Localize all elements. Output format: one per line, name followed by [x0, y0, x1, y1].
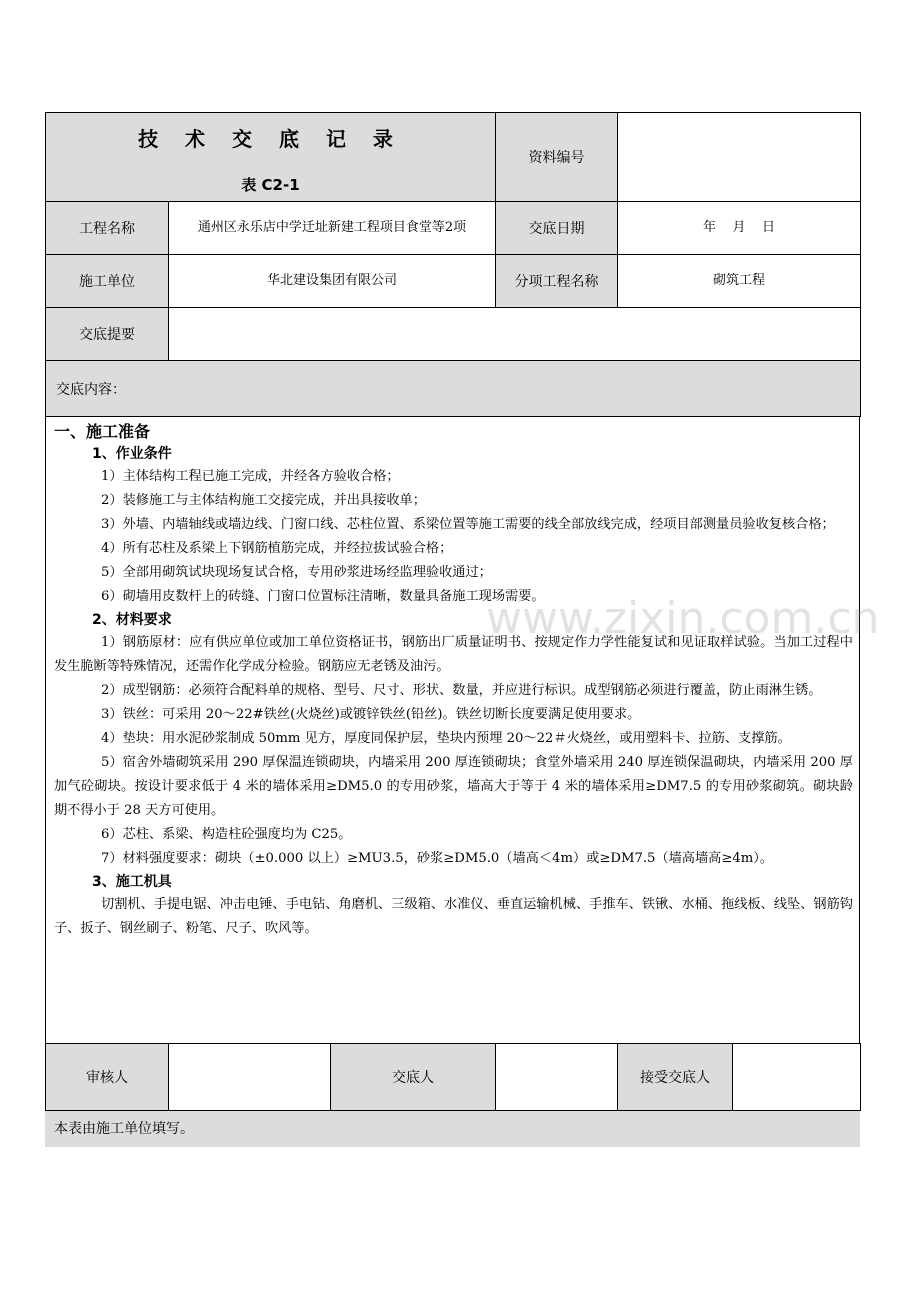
footer-note: 本表由施工单位填写。 — [45, 1111, 860, 1147]
summary-value[interactable] — [169, 308, 861, 361]
paragraph: 4）所有芯柱及系梁上下钢筋植筋完成，并经拉拔试验合格； — [101, 541, 453, 556]
paragraph: 切割机、手提电锯、冲击电锤、手电钻、角磨机、三级箱、水准仪、垂直运输机械、手推车、铁锹、水桶、拖线板、线坠、钢筋钩子、扳子、钢丝刷子、粉笔、尺子、吹风等。 — [54, 897, 853, 936]
subsection-heading: 1、作业条件 — [92, 446, 172, 462]
contractor-label: 施工单位 — [46, 255, 169, 308]
presenter-label: 交底人 — [331, 1044, 496, 1111]
paragraph: 1）钢筋原材：应有供应单位或加工单位资格证书，钢筋出厂质量证明书、按规定作力学性能复试和见证取样试验。当加工过程中发生脆断等特殊情况，还需作化学成分检验。钢筋应无老锈及油污。 — [54, 635, 853, 674]
paragraph: 2）装修施工与主体结构施工交接完成，并出具接收单； — [101, 493, 426, 508]
paragraph: 3）铁丝：可采用 20～22#铁丝(火烧丝)或镀锌铁丝(铅丝)。铁丝切断长度要满足使用要求。 — [101, 707, 641, 722]
paragraph: 2）成型钢筋：必须符合配料单的规格、型号、尺寸、形状、数量，并应进行标识。成型钢筋必须进行覆盖，防止雨淋生锈。 — [101, 683, 822, 698]
project-name-value[interactable]: 通州区永乐店中学迁址新建工程项目食堂等2项 — [169, 202, 496, 255]
sub-project-label: 分项工程名称 — [496, 255, 618, 308]
signoff-table — [45, 1043, 861, 1111]
date-value[interactable]: 年 月 日 — [618, 202, 861, 255]
form-header-table — [45, 112, 861, 417]
paragraph: 7）材料强度要求：砌块（±0.000 以上）≥MU3.5，砂浆≥DM5.0（墙高＜4m）或≥DM7.5（墙高墙高≥4m）。 — [101, 851, 774, 866]
reviewer-value[interactable] — [169, 1044, 331, 1111]
content-label: 交底内容： — [46, 361, 861, 417]
record-form — [45, 112, 880, 1147]
content-body — [45, 417, 880, 1043]
doc-no-label: 资料编号 — [496, 113, 618, 202]
paragraph: 6）砌墙用皮数杆上的砖缝、门窗口位置标注清晰，数量具备施工现场需要。 — [101, 589, 545, 604]
date-label: 交底日期 — [496, 202, 618, 255]
presenter-value[interactable] — [496, 1044, 618, 1111]
receiver-label: 接受交底人 — [618, 1044, 733, 1111]
paragraph: 5）宿舍外墙砌筑采用 290 厚保温连锁砌块，内墙采用 200 厚连锁砌块；食堂外墙采用 240 厚连锁保温砌块，内墙采用 200 厚加气砼砌块。按设计要求低于 4 米的墙体采用≥DM5.0 的专用砂浆，墙高大于等于 4 米的墙体采用≥DM7.5 的专用砂浆砌筑。砌块龄期不得小于 28 天方可使用。 — [54, 755, 853, 818]
paragraph: 5）全部用砌筑试块现场复试合格，专用砂浆进场经监理验收通过； — [101, 565, 492, 580]
paragraph: 1）主体结构工程已施工完成，并经各方验收合格； — [101, 469, 400, 484]
section-heading: 一、施工准备 — [54, 422, 151, 441]
contractor-value[interactable]: 华北建设集团有限公司 — [169, 255, 496, 308]
subsection-heading: 2、材料要求 — [92, 612, 172, 628]
doc-no-value[interactable] — [618, 113, 861, 202]
subsection-heading: 3、施工机具 — [92, 874, 172, 890]
form-code: 表 C2-1 — [241, 176, 300, 194]
paragraph: 6）芯柱、系梁、构造柱砼强度均为 C25。 — [101, 827, 352, 842]
watermark: www.zixin.com.cn — [486, 593, 880, 644]
project-name-label: 工程名称 — [46, 202, 169, 255]
paragraph: 4）垫块：用水泥砂浆制成 50mm 见方，厚度同保护层，垫块内预埋 20～22＃火烧丝，或用塑料卡、拉筋、支撑筋。 — [101, 731, 791, 746]
form-title: 技 术 交 底 记 录 — [138, 127, 403, 151]
reviewer-label: 审核人 — [46, 1044, 169, 1111]
sub-project-value[interactable]: 砌筑工程 — [618, 255, 861, 308]
paragraph: 3）外墙、内墙轴线或墙边线、门窗口线、芯柱位置、系梁位置等施工需要的线全部放线完成，经项目部测量员验收复核合格； — [101, 517, 835, 532]
form-title-cell — [46, 113, 496, 202]
summary-label: 交底提要 — [46, 308, 169, 361]
receiver-value[interactable] — [733, 1044, 861, 1111]
